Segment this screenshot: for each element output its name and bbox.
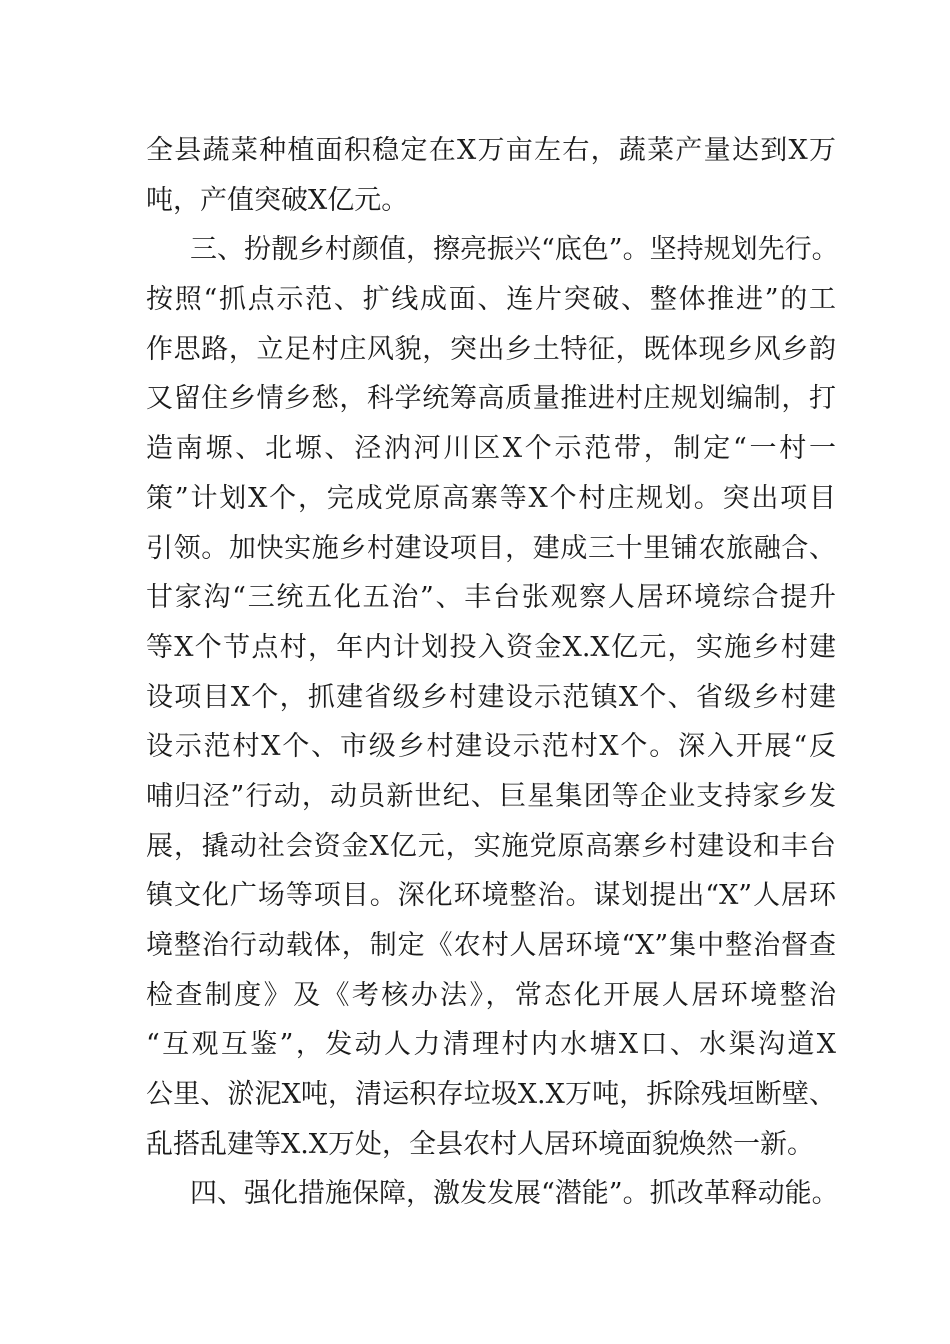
paragraph-line: 造南塬、北塬、泾汭河川区X个示范带，制定“一村一 — [146, 433, 836, 465]
paragraph-line: 策”计划X个，完成党原高寨等X个村庄规划。突出项目 — [146, 482, 836, 514]
paragraph-line: 又留住乡情乡愁，科学统筹高质量推进村庄规划编制，打 — [146, 383, 836, 415]
paragraph-line: 设项目X个，抓建省级乡村建设示范镇X个、省级乡村建 — [146, 681, 836, 713]
section-heading-line: 三、扮靓乡村颜值，擦亮振兴“底色”。坚持规划先行。 — [190, 234, 839, 266]
paragraph-line: 乱搭乱建等X.X万处，全县农村人居环境面貌焕然一新。 — [146, 1128, 815, 1160]
paragraph-line: 引领。加快实施乡村建设项目，建成三十里铺农旅融合、 — [146, 532, 836, 564]
paragraph-line: 吨，产值突破X亿元。 — [146, 184, 409, 216]
paragraph-line: 等X个节点村，年内计划投入资金X.X亿元，实施乡村建 — [146, 631, 836, 663]
paragraph-line: 设示范村X个、市级乡村建设示范村X个。深入开展“反 — [146, 731, 836, 763]
paragraph-line: 公里、淤泥X吨，清运积存垃圾X.X万吨，拆除残垣断壁、 — [146, 1079, 836, 1111]
paragraph-line: 境整治行动载体，制定《农村人居环境“X”集中整治督查 — [146, 930, 836, 961]
paragraph-line: 作思路，立足村庄风貌，突出乡土特征，既体现乡风乡韵 — [146, 333, 836, 365]
paragraph-line: 全县蔬菜种植面积稳定在X万亩左右，蔬菜产量达到X万 — [146, 135, 836, 166]
paragraph-line: 按照“抓点示范、扩线成面、连片突破、整体推进”的工 — [146, 284, 836, 316]
paragraph-line: 镇文化广场等项目。深化环境整治。谋划提出“X”人居环 — [146, 880, 836, 912]
section-heading-line: 四、强化措施保障，激发发展“潜能”。抓改革释动能。 — [190, 1178, 839, 1210]
paragraph-line: 甘家沟“三统五化五治”、丰台张观察人居环境综合提升 — [146, 582, 836, 614]
paragraph-line: 哺归泾”行动，动员新世纪、巨星集团等企业支持家乡发 — [146, 780, 836, 812]
paragraph-line: “互观互鉴”，发动人力清理村内水塘X口、水渠沟道X — [146, 1029, 836, 1061]
paragraph-line: 展，撬动社会资金X亿元，实施党原高寨乡村建设和丰台 — [146, 830, 836, 862]
body-text — [146, 126, 839, 1219]
paragraph-line: 检查制度》及《考核办法》，常态化开展人居环境整治 — [146, 979, 836, 1011]
